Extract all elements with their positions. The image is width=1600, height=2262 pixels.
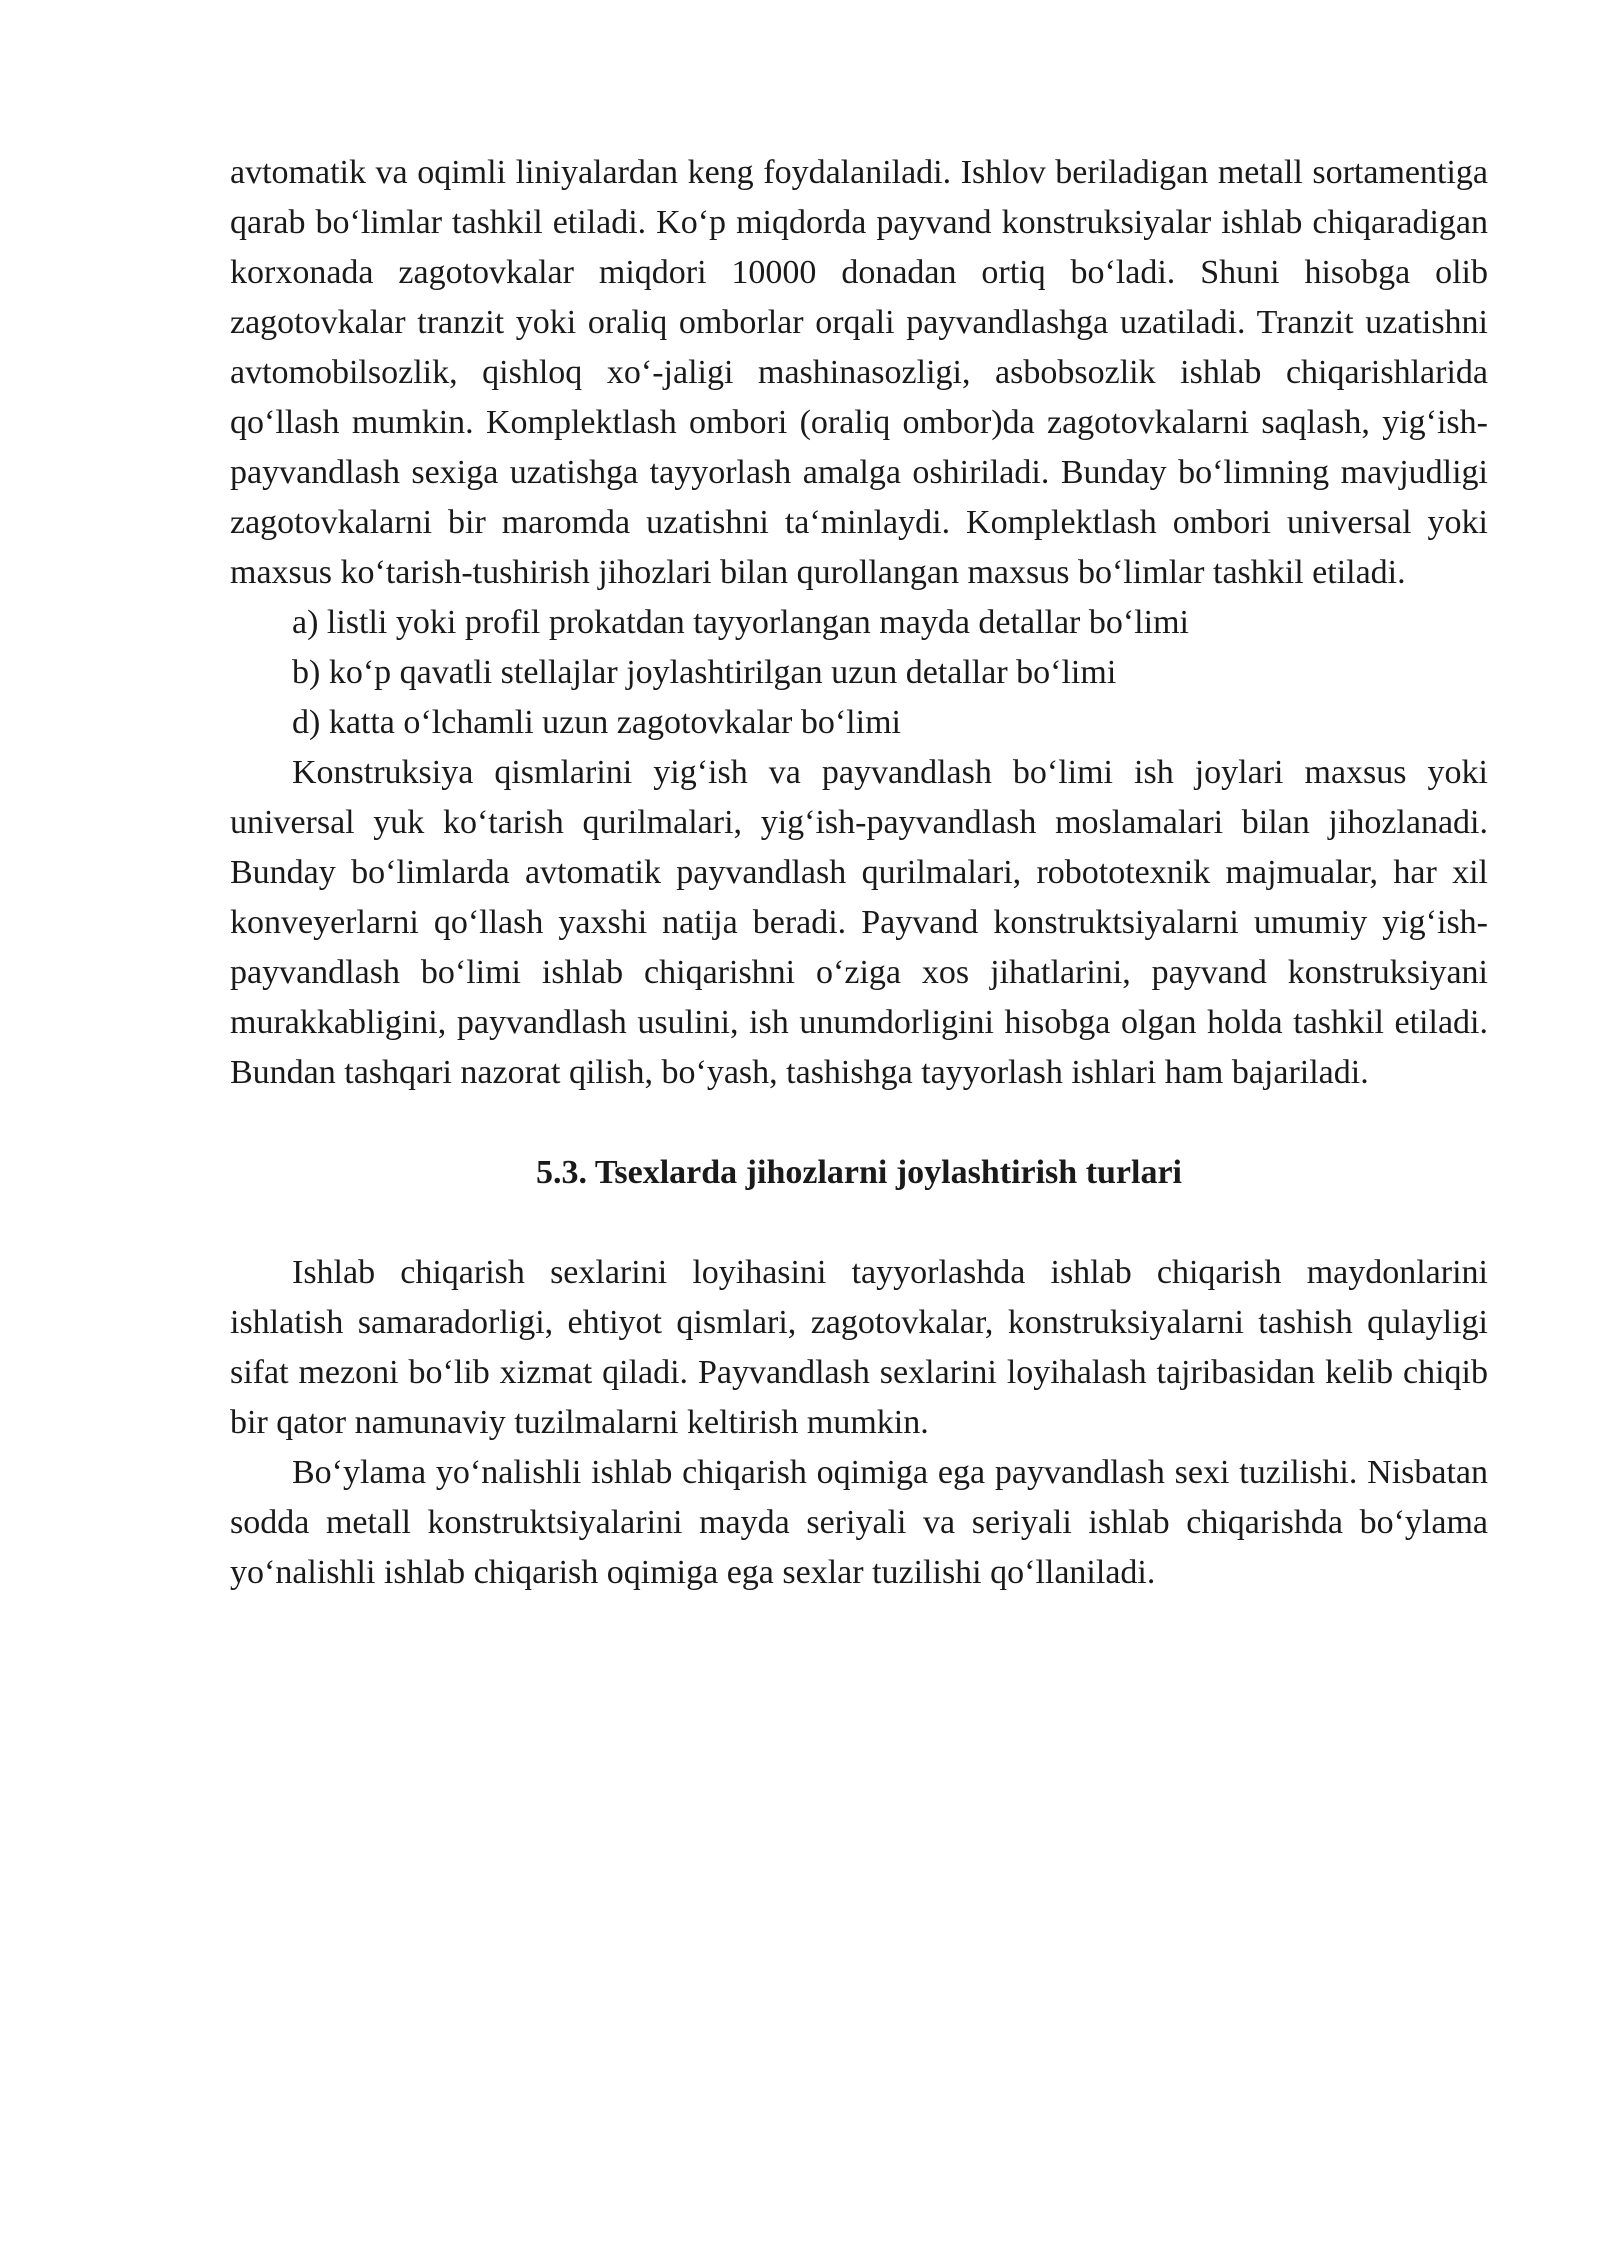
list-item: a) listli yoki profil prokatdan tayyorlangan mayda detallar bo‘limi bbox=[292, 604, 1189, 641]
body-paragraph: Konstruksiya qismlarini yig‘ish va payvandlash bo‘limi ish joylari maxsus yoki universal yuk ko‘tarish qurilmalari, yig‘ish-payvandlash moslamalari bilan jihozlanadi. Bunday bo‘limlarda avtomatik payvandlash qurilmalari, robototexnik majmualar, har xil konveyerlarni qo‘llash yaxshi natija beradi. Payvand konstruktsiyalarni umumiy yig‘ish-payvandlash bo‘limi ishlab chiqarishni o‘ziga xos jihatlarini, payvand konstruksiyani murakkabligini, payvandlash usulini, ish unumdorligini hisobga olgan holda tashkil etiladi. Bundan tashqari nazorat qilish, bo‘yash, tashishga tayyorlash ishlari ham bajariladi. bbox=[230, 754, 1488, 1091]
body-paragraph: avtomatik va oqimli liniyalardan keng foydalaniladi. Ishlov beriladigan metall sortamentiga qarab bo‘limlar tashkil etiladi. Ko‘p miqdorda payvand konstruksiyalar ishlab chiqaradigan korxonada zagotovkalar miqdori 10000 donadan ortiq bo‘ladi. Shuni hisobga olib zagotovkalar tranzit yoki oraliq omborlar orqali payvandlashga uzatiladi. Tranzit uzatishni avtomobilsozlik, qishloq xo‘-jaligi mashinasozligi, asbobsozlik ishlab chiqarishlarida qo‘llash mumkin. Komplektlash ombori (oraliq ombor)da zagotovkalarni saqlash, yig‘ish-payvandlash sexiga uzatishga tayyorlash amalga oshiriladi. Bunday bo‘limning mavjudligi zagotovkalarni bir maromda uzatishni ta‘minlaydi. Komplektlash ombori universal yoki maxsus ko‘tarish-tushirish jihozlari bilan qurollangan maxsus bo‘limlar tashkil etiladi. bbox=[230, 154, 1488, 591]
section-heading: 5.3. Tsexlarda jihozlarni joylashtirish turlari bbox=[535, 1154, 1183, 1191]
body-paragraph: Ishlab chiqarish sexlarini loyihasini tayyorlashda ishlab chiqarish maydonlarini ishlatish samaradorligi, ehtiyot qismlari, zagotovkalar, konstruksiyalarni tashish qulayligi sifat mezoni bo‘lib xizmat qiladi. Payvandlash sexlarini loyihalash tajribasidan kelib chiqib bir qator namunaviy tuzilmalarni keltirish mumkin. bbox=[230, 1254, 1488, 1441]
document-page bbox=[230, 148, 1488, 1598]
body-paragraph: Bo‘ylama yo‘nalishli ishlab chiqarish oqimiga ega payvandlash sexi tuzilishi. Nisbatan sodda metall konstruktsiyalarini mayda seriyali va seriyali ishlab chiqarishda bo‘ylama yo‘nalishli ishlab chiqarish oqimiga ega sexlar tuzilishi qo‘llaniladi. bbox=[230, 1454, 1488, 1591]
list-item: d) katta o‘lchamli uzun zagotovkalar bo‘limi bbox=[292, 704, 901, 741]
list-item: b) ko‘p qavatli stellajlar joylashtirilgan uzun detallar bo‘limi bbox=[292, 654, 1117, 691]
